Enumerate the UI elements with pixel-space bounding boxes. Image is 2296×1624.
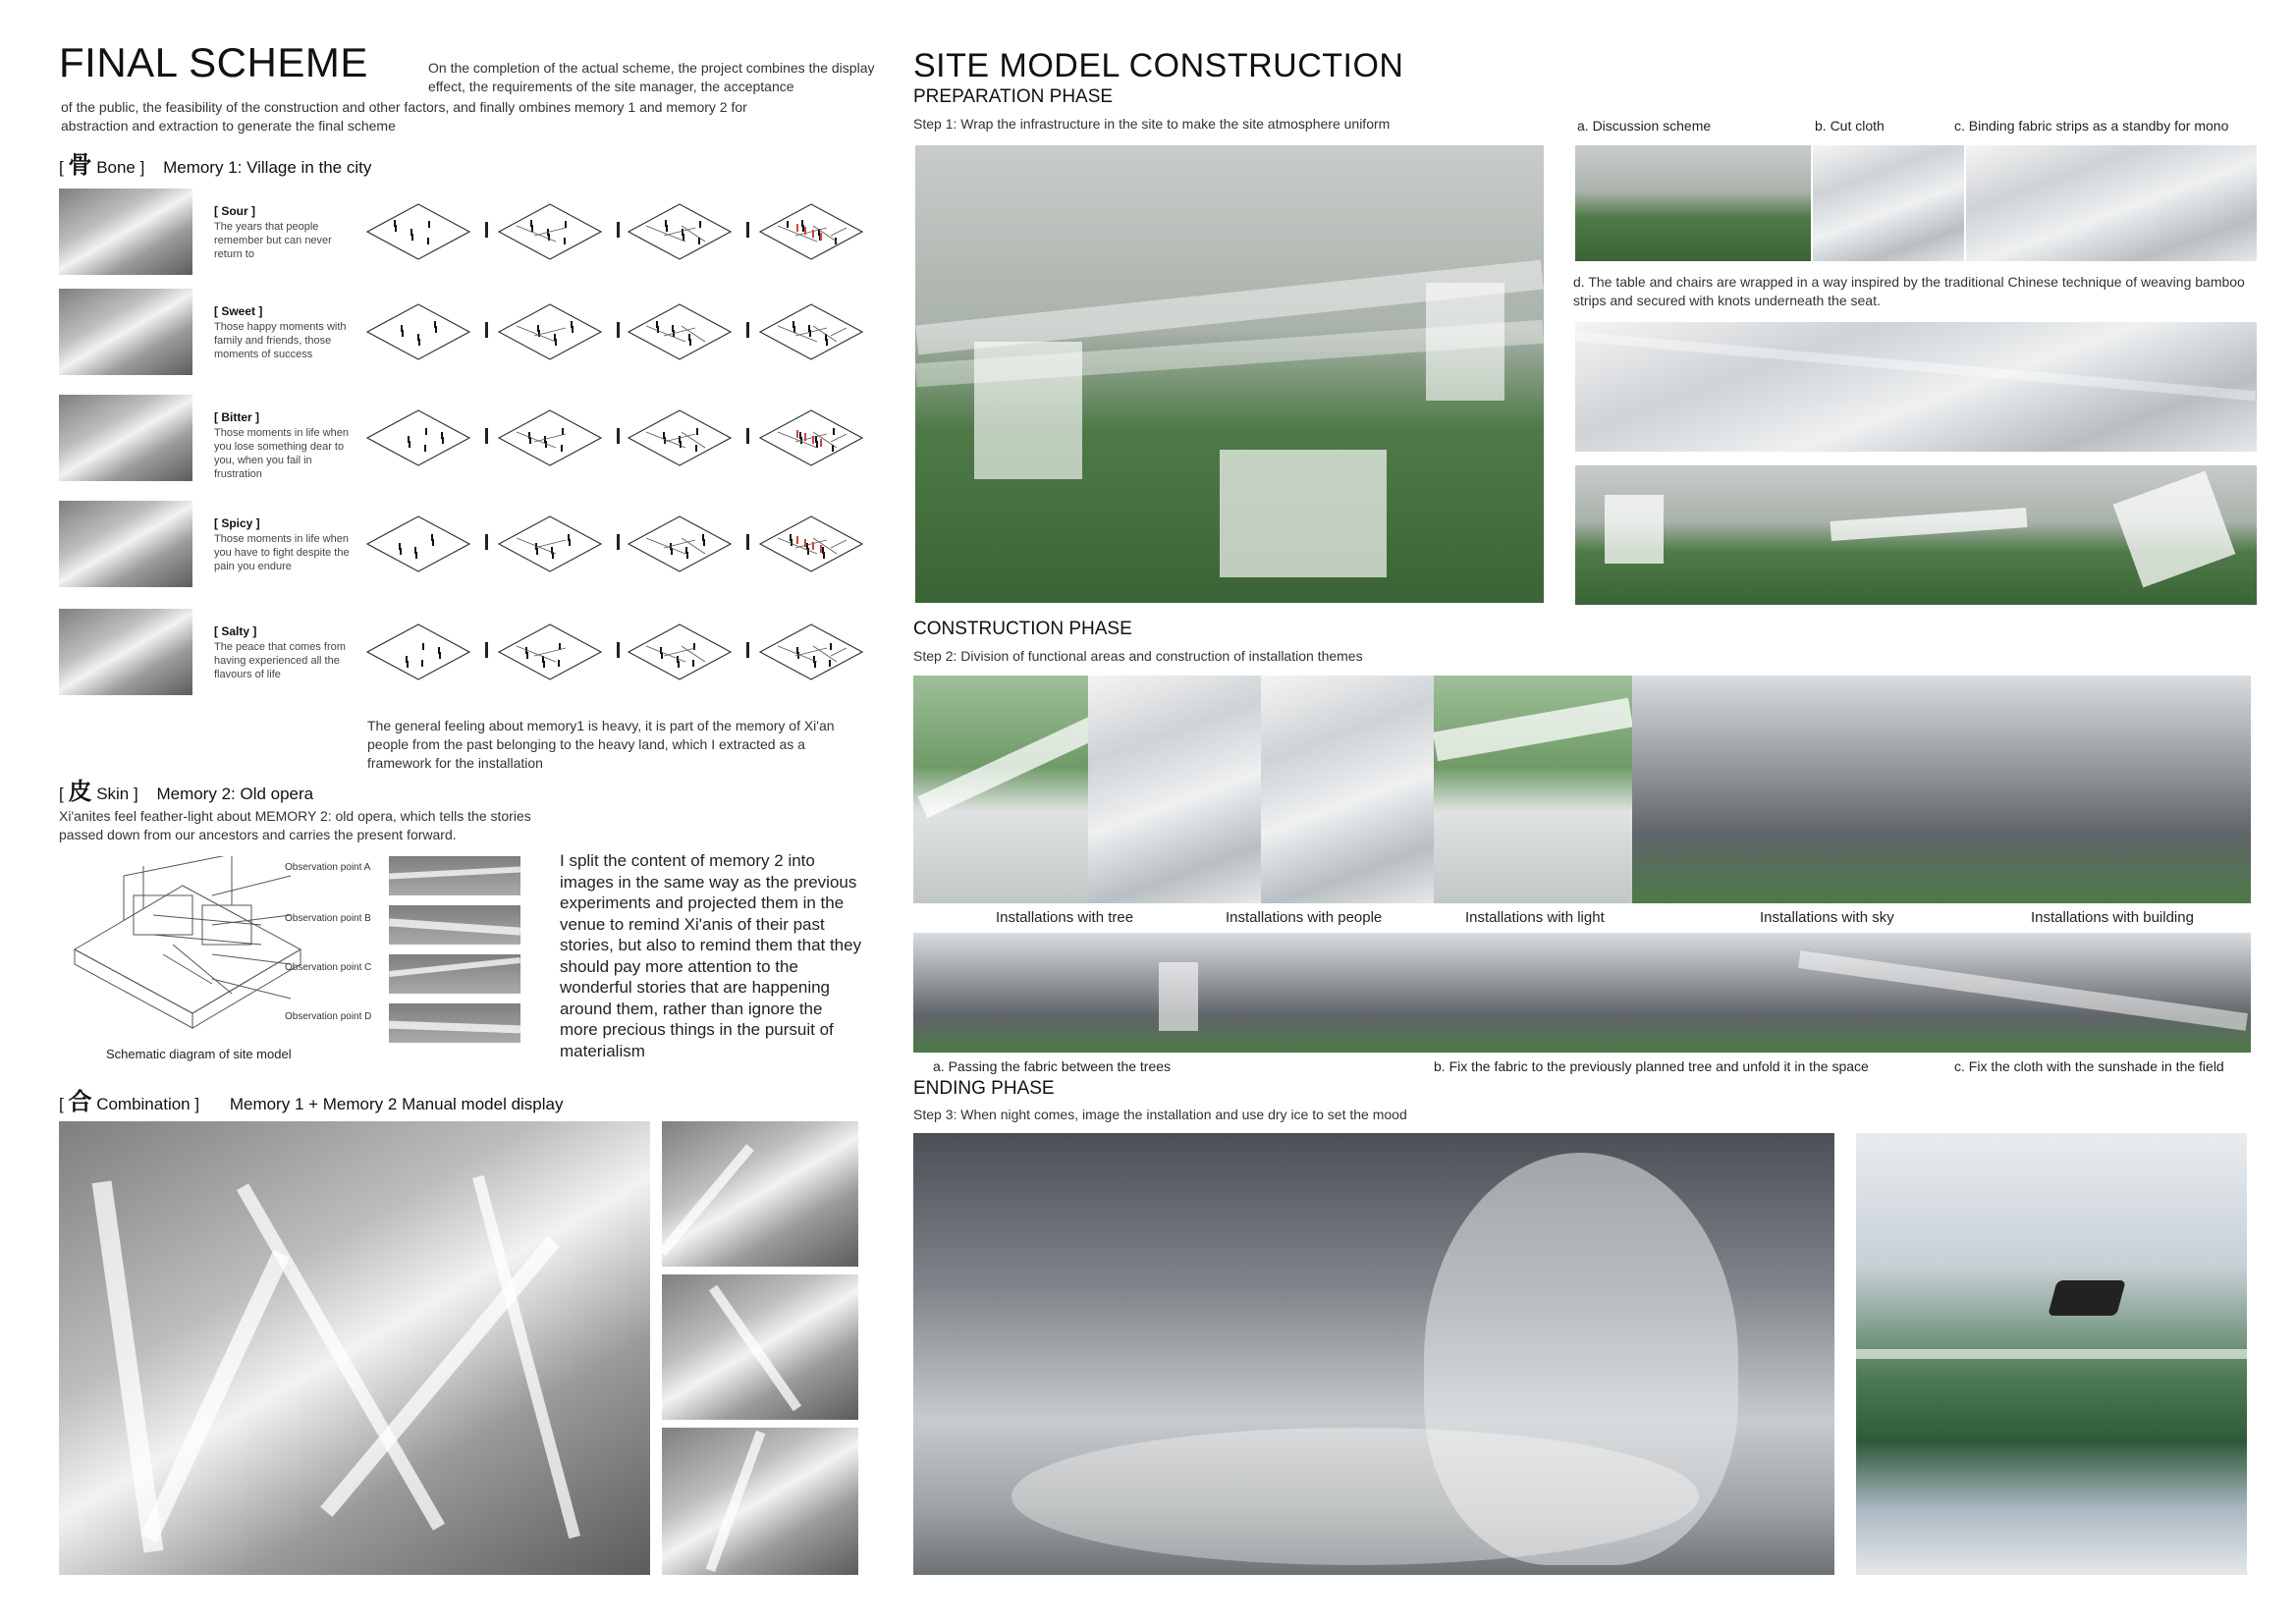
flavor-diagram [758, 623, 864, 681]
process-caption: a. Passing the fabric between the trees [933, 1058, 1172, 1074]
combination-model-photo-1 [662, 1121, 858, 1267]
flavor-diagram [365, 202, 471, 261]
flavor-model-photo [59, 289, 192, 375]
combination-cjk: 合 [68, 1089, 92, 1115]
diagram-divider [617, 222, 620, 238]
observation-point-label: Observation point B [285, 913, 371, 924]
step1-text: Step 1: Wrap the infrastructure in the site to make the site atmosphere uniform [913, 116, 1391, 132]
flavor-model-photo [59, 501, 192, 587]
flavor-diagram [497, 623, 603, 681]
flavor-diagram [627, 302, 733, 361]
prep-caption: b. Cut cloth [1815, 118, 1885, 134]
flavor-diagram [758, 514, 864, 573]
projection-image-a [389, 856, 520, 895]
step2-text: Step 2: Division of functional areas and construction of installation themes [913, 648, 1363, 664]
flavor-diagram [627, 202, 733, 261]
intro-line-3: abstraction and extraction to generate the final scheme [61, 118, 396, 134]
skin-memory: Memory 2: Old opera [156, 785, 314, 803]
diagram-divider [617, 428, 620, 444]
diagram-divider [746, 428, 749, 444]
combination-section-header: [ 合 Combination ] Memory 1 + Memory 2 Manual model display [59, 1089, 564, 1115]
bone-memory: Memory 1: Village in the city [163, 158, 372, 177]
install-caption: Installations with building [2031, 909, 2194, 926]
step3-text: Step 3: When night comes, image the installation and use dry ice to set the mood [913, 1107, 1407, 1122]
observation-point-label: Observation point A [285, 862, 371, 873]
flavor-diagram [497, 408, 603, 467]
diagram-divider [485, 428, 488, 444]
flavor-description: The years that people remember but can never return to [214, 221, 332, 260]
process-caption: b. Fix the fabric to the previously planned tree and unfold it in the space [1434, 1058, 1869, 1074]
install-photo-fabric [1088, 676, 1261, 903]
diagram-divider [617, 322, 620, 338]
combination-model-photo-3 [662, 1428, 858, 1575]
install-photo-tree [913, 676, 1088, 903]
flavor-diagram [497, 202, 603, 261]
flavor-diagram [758, 202, 864, 261]
prep-main-photo [915, 145, 1544, 603]
flavor-description: Those moments in life when you lose something dear to you, when you fail in frustration [214, 427, 349, 480]
prep-photo-cut-cloth [1813, 145, 1964, 261]
skin-label: Skin [96, 785, 130, 803]
flavor-model-photo [59, 395, 192, 481]
projection-image-c [389, 954, 520, 994]
install-photo-sky [1632, 676, 1942, 903]
process-photo-row [913, 933, 2251, 1053]
flavor-name: [ Bitter ] [214, 410, 259, 424]
prep-caption: a. Discussion scheme [1577, 118, 1712, 134]
diagram-divider [485, 322, 488, 338]
page-title-final-scheme: FINAL SCHEME [59, 39, 368, 85]
bone-section-header: [ 骨 Bone ] Memory 1: Village in the city [59, 152, 372, 179]
install-caption: Installations with light [1465, 909, 1605, 926]
flavor-model-photo [59, 609, 192, 695]
prep-photo-chairs-row [1575, 465, 2257, 605]
flavor-description: The peace that comes from having experienced all the flavours of life [214, 641, 346, 680]
site-model-diagram [65, 856, 379, 1053]
projection-image-d [389, 1003, 520, 1043]
install-photo-people [1261, 676, 1434, 903]
flavor-diagram [365, 302, 471, 361]
combination-label: Combination [96, 1095, 191, 1113]
flavor-description: Those moments in life when you have to fight despite the pain you endure [214, 533, 350, 572]
prep-d-text: d. The table and chairs are wrapped in a way inspired by the traditional Chinese technique of weaving bamboo strips and secured with knots underneath the seat. [1573, 274, 2245, 308]
flavor-diagram [365, 408, 471, 467]
projector-device [2048, 1280, 2126, 1316]
install-photo-light [1434, 676, 1632, 903]
flavor-diagram [758, 408, 864, 467]
diagram-divider [617, 642, 620, 658]
diagram-divider [746, 642, 749, 658]
diagram-divider [746, 222, 749, 238]
flavor-model-photo [59, 189, 192, 275]
prep-photo-binding [1966, 145, 2257, 261]
prep-caption: c. Binding fabric strips as a standby for mono [1954, 118, 2229, 134]
diagram-divider [485, 534, 488, 550]
flavor-diagram [365, 514, 471, 573]
diagram-divider [746, 534, 749, 550]
install-caption: Installations with tree [996, 909, 1134, 926]
combination-model-photo-main [59, 1121, 650, 1575]
observation-point-label: Observation point C [285, 962, 372, 973]
site-model-caption: Schematic diagram of site model [106, 1047, 292, 1061]
bone-cjk: 骨 [68, 152, 92, 179]
preparation-phase-title: PREPARATION PHASE [913, 86, 1114, 107]
flavor-description: Those happy moments with family and friends, those moments of success [214, 321, 347, 360]
combination-memory: Memory 1 + Memory 2 Manual model display [229, 1095, 564, 1113]
bone-label: Bone [96, 158, 136, 177]
flavor-name: [ Sour ] [214, 204, 255, 218]
skin-section-header: [ 皮 Skin ] Memory 2: Old opera [59, 779, 314, 805]
flavor-name: [ Salty ] [214, 624, 257, 638]
ending-main-photo [913, 1133, 1834, 1575]
ending-side-photo [1856, 1133, 2247, 1575]
flavor-diagram [627, 623, 733, 681]
page-title-site-model: SITE MODEL CONSTRUCTION [913, 47, 1404, 84]
flavor-diagram [758, 302, 864, 361]
intro-line-1: On the completion of the actual scheme, the project combines the display effect, the requirements of the site manager, the acceptance [428, 60, 875, 94]
projection-image-b [389, 905, 520, 945]
prep-photo-discussion [1575, 145, 1811, 261]
flavor-diagram [365, 623, 471, 681]
diagram-divider [485, 222, 488, 238]
flavor-diagram [497, 514, 603, 573]
diagram-divider [485, 642, 488, 658]
combination-model-photo-2 [662, 1274, 858, 1420]
process-caption: c. Fix the cloth with the sunshade in the field [1954, 1058, 2224, 1074]
intro-line-2: of the public, the feasibility of the construction and other factors, and finally ombines memory 1 and memory 2 for [61, 99, 747, 115]
flavor-diagram [627, 514, 733, 573]
observation-point-label: Observation point D [285, 1011, 372, 1022]
prep-photo-weaving-row [1575, 322, 2257, 452]
flavor-name: [ Sweet ] [214, 304, 263, 318]
install-photo-building [1942, 676, 2251, 903]
flavor-diagram [497, 302, 603, 361]
skin-text: Xi'anites feel feather-light about MEMORY 2: old opera, which tells the stories passed down from our ancestors and carries the present forward. [59, 808, 531, 842]
install-caption: Installations with people [1226, 909, 1383, 926]
diagram-divider [746, 322, 749, 338]
flavor-diagram [627, 408, 733, 467]
ending-smoke [1011, 1428, 1699, 1565]
skin-paragraph: I split the content of memory 2 into images in the same way as the previous experiments and projected them in the venue to remind Xi'anis of their past stories, but also to remind them that they should pay more attention to the wonderful stories that are happening around them, rather than ignore the more precious things in the pursuit of materialism [560, 851, 862, 1060]
ending-phase-title: ENDING PHASE [913, 1078, 1055, 1099]
install-caption: Installations with sky [1760, 909, 1894, 926]
flavor-name: [ Spicy ] [214, 516, 260, 530]
diagram-divider [617, 534, 620, 550]
memory1-note: The general feeling about memory1 is heavy, it is part of the memory of Xi'an people from the past belonging to the heavy land, which I extracted as a framework for the installation [367, 718, 835, 771]
skin-cjk: 皮 [68, 779, 92, 805]
construction-phase-title: CONSTRUCTION PHASE [913, 619, 1132, 639]
